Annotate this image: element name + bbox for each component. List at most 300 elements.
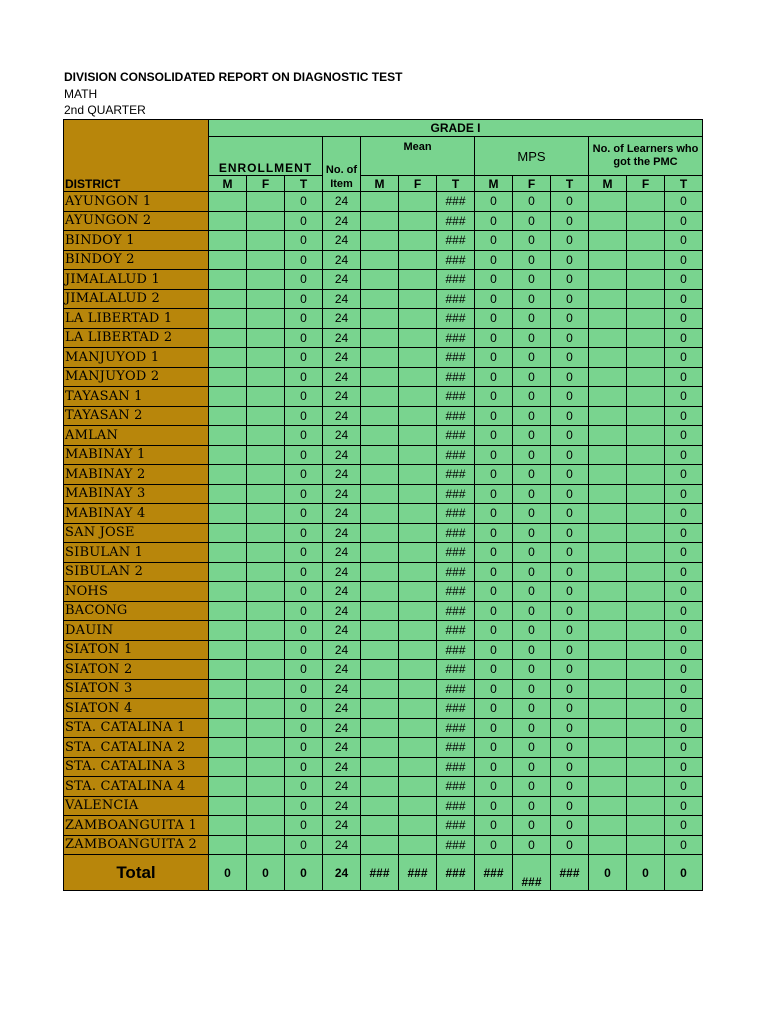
table-cell: 0 [551,250,589,270]
table-cell: 0 [551,757,589,777]
table-cell [209,465,247,485]
table-cell [209,270,247,290]
table-cell [361,231,399,251]
table-cell [209,348,247,368]
table-cell: 24 [323,562,361,582]
table-cell: ### [437,601,475,621]
table-cell: 24 [323,465,361,485]
table-row [64,699,703,719]
total-cell: 0 [589,855,627,891]
table-cell: ### [437,777,475,797]
table-cell [247,796,285,816]
table-cell [399,621,437,641]
table-cell: ### [437,348,475,368]
table-cell: 0 [475,582,513,602]
table-cell: 24 [323,250,361,270]
table-cell [399,426,437,446]
table-cell [399,543,437,563]
table-cell [247,192,285,212]
table-cell: 0 [475,523,513,543]
table-cell: 0 [285,543,323,563]
table-cell: 0 [513,445,551,465]
table-row [64,484,703,504]
table-cell: 0 [513,465,551,485]
district-name: AYUNGON 1 [64,192,209,212]
table-cell [399,348,437,368]
table-row [64,445,703,465]
table-cell: 24 [323,582,361,602]
table-cell [247,523,285,543]
table-cell [247,543,285,563]
table-cell: 0 [551,601,589,621]
table-cell: 0 [475,367,513,387]
table-cell [399,816,437,836]
table-cell [247,699,285,719]
pmc-header: No. of Learners who got the PMC [589,137,703,176]
table-cell [361,835,399,855]
total-cell: ### [437,855,475,891]
table-cell: 0 [551,426,589,446]
table-cell: 0 [285,660,323,680]
table-cell [399,699,437,719]
table-cell [627,211,665,231]
table-cell [209,426,247,446]
table-cell [627,445,665,465]
table-cell: 0 [665,250,703,270]
table-row [64,621,703,641]
table-cell [589,777,627,797]
table-cell [247,621,285,641]
table-cell: 24 [323,211,361,231]
table-cell [627,231,665,251]
table-cell: 0 [513,406,551,426]
table-cell [627,835,665,855]
table-cell [589,328,627,348]
table-cell: 0 [475,621,513,641]
table-cell [589,367,627,387]
table-cell: 0 [513,328,551,348]
table-cell: 0 [665,718,703,738]
table-cell: 24 [323,309,361,329]
total-cell: ### [513,855,551,891]
table-cell: 0 [665,484,703,504]
table-cell [209,621,247,641]
table-row [64,348,703,368]
table-cell [247,250,285,270]
table-cell: 0 [665,738,703,758]
table-cell [361,289,399,309]
table-cell: 0 [665,757,703,777]
district-name: SIATON 3 [64,679,209,699]
table-cell: 0 [285,445,323,465]
table-cell [209,679,247,699]
table-cell: 0 [665,309,703,329]
table-cell: 0 [513,270,551,290]
district-name: SIBULAN 2 [64,562,209,582]
table-cell: 0 [551,640,589,660]
district-name: MABINAY 1 [64,445,209,465]
table-cell: 0 [513,738,551,758]
table-cell: 24 [323,796,361,816]
mps-header: MPS [475,137,589,176]
table-cell [209,192,247,212]
table-cell: 0 [513,523,551,543]
table-cell: ### [437,816,475,836]
table-cell [361,465,399,485]
table-cell [589,445,627,465]
total-cell: ### [551,855,589,891]
table-cell: 0 [551,777,589,797]
district-name: MANJUYOD 2 [64,367,209,387]
table-cell: 0 [513,211,551,231]
table-cell: 24 [323,367,361,387]
district-name: JIMALALUD 2 [64,289,209,309]
enrollment-header: ENROLLMENT [209,137,323,176]
table-cell: 0 [551,192,589,212]
sub-header-11: T [665,176,703,192]
table-cell: 0 [285,211,323,231]
table-row [64,796,703,816]
report-title: DIVISION CONSOLIDATED REPORT ON DIAGNOSTIC TEST [64,70,403,84]
table-cell [361,601,399,621]
table-cell: 24 [323,270,361,290]
table-cell: 0 [551,289,589,309]
table-cell: 0 [551,718,589,738]
table-cell: 0 [475,777,513,797]
district-name: DAUIN [64,621,209,641]
table-cell [209,757,247,777]
sub-header-0: M [209,176,247,192]
table-row [64,192,703,212]
table-cell: 0 [513,835,551,855]
table-cell [247,679,285,699]
table-row [64,543,703,563]
table-cell [627,348,665,368]
table-cell: 0 [665,387,703,407]
table-cell: 24 [323,679,361,699]
sub-header-4: F [399,176,437,192]
table-cell: 0 [475,192,513,212]
table-cell: 0 [665,367,703,387]
table-cell: 0 [285,796,323,816]
table-cell: 0 [665,796,703,816]
table-cell [589,835,627,855]
table-cell [247,816,285,836]
table-cell: 0 [285,621,323,641]
district-name: BINDOY 1 [64,231,209,251]
table-cell [399,484,437,504]
table-cell: 0 [475,309,513,329]
table-cell [589,504,627,524]
table-cell [361,328,399,348]
sub-header-10: F [627,176,665,192]
table-cell: 0 [285,640,323,660]
table-cell: 0 [551,211,589,231]
mean-header: Mean [361,137,475,176]
table-cell: 0 [475,796,513,816]
table-cell: 0 [551,231,589,251]
table-cell [247,289,285,309]
table-cell: ### [437,757,475,777]
table-cell: 0 [513,484,551,504]
table-cell [627,192,665,212]
table-cell [209,231,247,251]
total-cell: ### [361,855,399,891]
table-cell [627,367,665,387]
table-cell [627,562,665,582]
table-cell: 0 [513,504,551,524]
district-name: JIMALALUD 1 [64,270,209,290]
table-cell: 0 [513,582,551,602]
table-cell: 0 [665,211,703,231]
table-cell: 24 [323,192,361,212]
district-name: SAN JOSE [64,523,209,543]
table-cell [361,387,399,407]
table-cell: 0 [551,543,589,563]
table-cell: 0 [475,348,513,368]
district-name: STA. CATALINA 1 [64,718,209,738]
table-cell [361,738,399,758]
table-cell: 0 [513,640,551,660]
table-cell: ### [437,289,475,309]
table-cell [589,660,627,680]
district-name: MABINAY 4 [64,504,209,524]
no-of-item-header: No. of Item [323,137,361,192]
table-cell: ### [437,367,475,387]
total-cell: 0 [209,855,247,891]
table-cell: 24 [323,387,361,407]
table-cell: 0 [285,523,323,543]
table-cell [627,523,665,543]
table-cell: 0 [513,621,551,641]
table-cell [361,816,399,836]
table-cell: ### [437,211,475,231]
table-cell: 0 [665,406,703,426]
table-cell: 0 [285,738,323,758]
table-cell [361,426,399,446]
table-cell: ### [437,640,475,660]
table-cell: 24 [323,504,361,524]
table-cell [589,289,627,309]
table-cell [361,270,399,290]
table-cell: 0 [665,679,703,699]
table-row [64,367,703,387]
district-name: NOHS [64,582,209,602]
table-cell [627,621,665,641]
table-cell [589,250,627,270]
table-cell: ### [437,484,475,504]
table-cell [247,211,285,231]
table-cell [209,816,247,836]
district-name: ZAMBOANGUITA 1 [64,816,209,836]
district-name: TAYASAN 2 [64,406,209,426]
district-name: MABINAY 3 [64,484,209,504]
table-cell [209,699,247,719]
table-cell [361,309,399,329]
sub-header-2: T [285,176,323,192]
sub-header-5: T [437,176,475,192]
table-row [64,738,703,758]
table-cell [247,757,285,777]
table-cell [627,426,665,446]
table-cell [209,289,247,309]
table-cell: 0 [551,562,589,582]
table-cell: 0 [285,718,323,738]
table-cell [589,601,627,621]
table-row [64,270,703,290]
table-cell: 0 [665,465,703,485]
table-cell: 0 [475,406,513,426]
table-row [64,465,703,485]
table-cell: 0 [285,426,323,446]
district-name: LA LIBERTAD 1 [64,309,209,329]
table-cell [399,660,437,680]
table-cell [209,582,247,602]
table-cell [399,835,437,855]
table-row [64,328,703,348]
table-cell [209,328,247,348]
table-cell: 0 [665,562,703,582]
table-row [64,231,703,251]
table-cell: 0 [475,835,513,855]
table-cell: 0 [475,679,513,699]
table-cell [589,270,627,290]
table-cell: 0 [665,543,703,563]
district-name: TAYASAN 1 [64,387,209,407]
table-cell [399,640,437,660]
table-cell: ### [437,231,475,251]
table-row [64,387,703,407]
table-cell: 0 [285,465,323,485]
table-cell [209,211,247,231]
table-cell: 0 [665,445,703,465]
table-cell: 24 [323,660,361,680]
table-cell [247,387,285,407]
table-cell: ### [437,738,475,758]
table-cell [589,309,627,329]
district-name: STA. CATALINA 2 [64,738,209,758]
table-cell: ### [437,504,475,524]
table-cell [589,582,627,602]
table-cell [247,738,285,758]
table-cell [209,738,247,758]
total-cell: ### [475,855,513,891]
district-name: STA. CATALINA 4 [64,777,209,797]
table-cell: 0 [475,445,513,465]
table-cell [361,523,399,543]
table-cell: 0 [475,757,513,777]
table-cell [399,289,437,309]
table-cell: ### [437,621,475,641]
district-name: BACONG [64,601,209,621]
table-cell: 0 [551,309,589,329]
table-cell: 0 [665,777,703,797]
sub-header-1: F [247,176,285,192]
district-name: AMLAN [64,426,209,446]
table-cell: 0 [665,699,703,719]
table-row [64,309,703,329]
table-cell: 0 [513,543,551,563]
table-row [64,679,703,699]
table-cell [627,757,665,777]
table-row [64,250,703,270]
table-cell: 0 [665,601,703,621]
total-label: Total [64,855,209,891]
table-cell: 0 [665,328,703,348]
table-cell [627,796,665,816]
table-cell [247,231,285,251]
table-cell: 0 [551,835,589,855]
table-cell: 0 [513,699,551,719]
table-cell: 0 [551,660,589,680]
table-cell [361,504,399,524]
table-cell [627,582,665,602]
table-cell [589,348,627,368]
table-cell [627,718,665,738]
table-cell: 0 [475,289,513,309]
table-cell [247,484,285,504]
table-cell: 0 [285,328,323,348]
table-cell: 24 [323,445,361,465]
table-cell [627,601,665,621]
district-name: SIATON 4 [64,699,209,719]
table-cell: 0 [551,504,589,524]
table-cell [627,504,665,524]
district-name: MABINAY 2 [64,465,209,485]
table-cell: 24 [323,777,361,797]
table-cell [361,582,399,602]
table-cell: ### [437,192,475,212]
table-cell [589,406,627,426]
district-name: BINDOY 2 [64,250,209,270]
table-cell [627,484,665,504]
table-cell [589,738,627,758]
district-name: LA LIBERTAD 2 [64,328,209,348]
table-cell: 24 [323,328,361,348]
table-cell [209,406,247,426]
table-cell: 0 [475,231,513,251]
table-cell: 0 [665,835,703,855]
table-cell [399,504,437,524]
table-row [64,426,703,446]
table-cell: ### [437,270,475,290]
table-cell: ### [437,250,475,270]
table-cell [361,621,399,641]
table-cell: 0 [285,777,323,797]
table-row [64,718,703,738]
table-cell [209,718,247,738]
table-cell: 0 [551,270,589,290]
table-cell [589,192,627,212]
table-cell: 0 [513,309,551,329]
table-cell: 0 [475,699,513,719]
table-cell: 0 [475,562,513,582]
table-cell [209,250,247,270]
table-cell [209,504,247,524]
table-cell [589,231,627,251]
table-cell: ### [437,660,475,680]
table-cell: 0 [285,289,323,309]
sub-header-6: M [475,176,513,192]
table-cell: 0 [285,250,323,270]
table-cell [627,406,665,426]
table-cell: 0 [513,718,551,738]
table-cell [589,426,627,446]
table-cell: 0 [475,718,513,738]
table-cell [627,660,665,680]
table-cell [627,270,665,290]
table-cell [589,796,627,816]
